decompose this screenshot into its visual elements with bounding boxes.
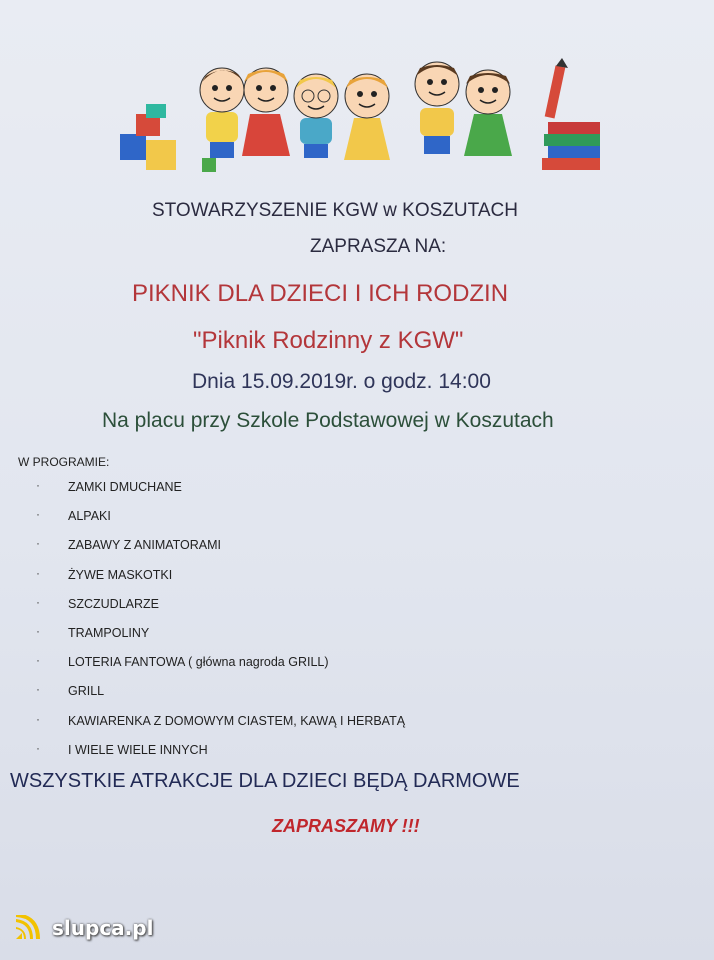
program-item-label: TRAMPOLINY bbox=[68, 625, 150, 640]
program-item-label: GRILL bbox=[68, 684, 105, 699]
event-date: Dnia 15.09.2019r. o godz. 14:00 bbox=[192, 370, 491, 393]
program-item-label: ŻYWE MASKOTKI bbox=[68, 567, 173, 582]
event-title: PIKNIK DLA DZIECI I ICH RODZIN bbox=[132, 280, 509, 307]
bullet-icon: · bbox=[36, 711, 40, 726]
program-item-label: I WIELE WIELE INNYCH bbox=[68, 742, 208, 757]
bullet-icon: · bbox=[36, 740, 40, 755]
watermark bbox=[14, 913, 153, 943]
bullet-icon: · bbox=[36, 536, 40, 551]
bullet-icon: · bbox=[36, 507, 40, 522]
bullet-icon: · bbox=[36, 682, 40, 697]
program-item-label: KAWIARENKA Z DOMOWYM CIASTEM, KAWĄ I HERBATĄ bbox=[68, 713, 406, 728]
books-icon bbox=[542, 122, 600, 170]
toy-blocks-icon bbox=[120, 104, 216, 172]
watermark-text: slupca.pl bbox=[52, 916, 154, 940]
free-attractions-note: WSZYSTKIE ATRAKCJE DLA DZIECI BĘDĄ DARMOWE bbox=[10, 770, 520, 792]
program-item-label: LOTERIA FANTOWA ( główna nagroda GRILL) bbox=[68, 655, 329, 670]
bullet-icon: · bbox=[36, 478, 40, 492]
bullet-icon: · bbox=[36, 594, 40, 609]
children-illustration bbox=[110, 52, 610, 182]
event-subtitle: "Piknik Rodzinny z KGW" bbox=[193, 327, 464, 354]
invitation-cta: ZAPRASZAMY !!! bbox=[272, 816, 420, 836]
event-place: Na placu przy Szkole Podstawowej w Koszutach bbox=[102, 409, 554, 432]
program-item-label: SZCZUDLARZE bbox=[68, 596, 159, 611]
wifi-logo-icon bbox=[14, 915, 48, 941]
program-item-label: ZAMKI DMUCHANE bbox=[68, 480, 182, 494]
bullet-icon: · bbox=[36, 565, 40, 580]
program-item-label: ZABAWY Z ANIMATORAMI bbox=[68, 538, 222, 553]
bullet-icon: · bbox=[36, 653, 40, 668]
program-heading: W PROGRAMIE: bbox=[18, 455, 110, 469]
bullet-icon: · bbox=[36, 623, 40, 638]
program-item-label: ALPAKI bbox=[68, 509, 111, 524]
pencil-icon bbox=[545, 58, 568, 118]
organization-name: STOWARZYSZENIE KGW w KOSZUTACH bbox=[152, 200, 518, 221]
invite-label: ZAPRASZA NA: bbox=[310, 236, 447, 257]
